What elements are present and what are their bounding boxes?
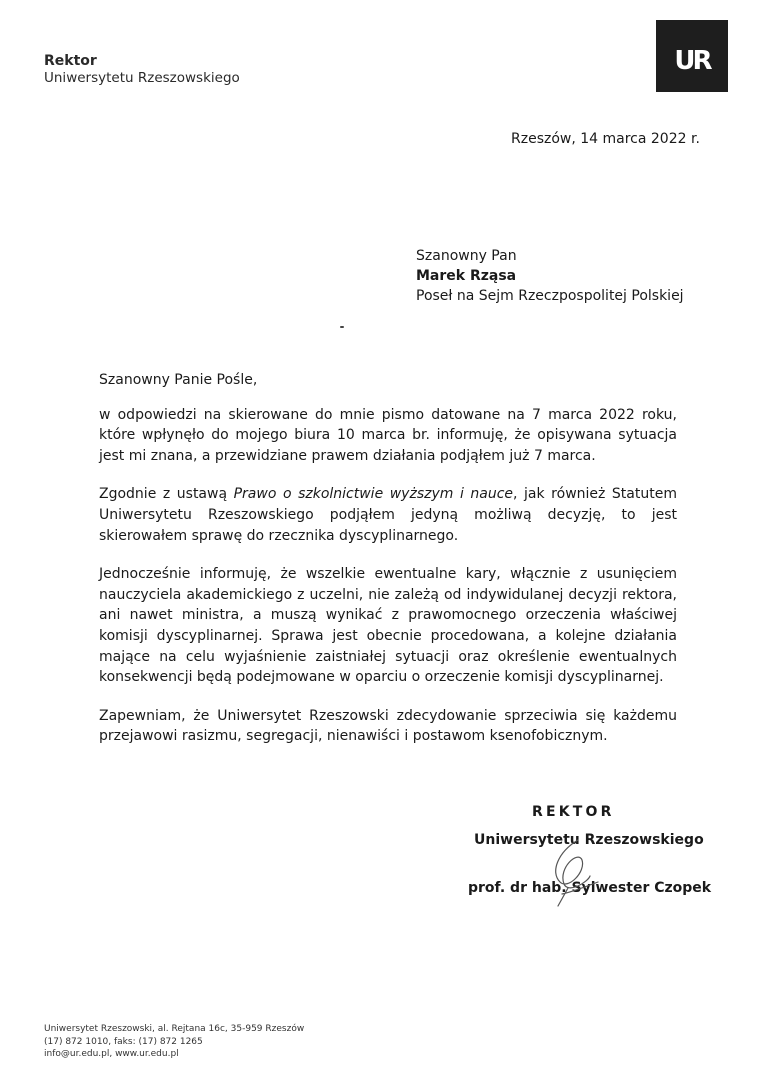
logo-text: UR: [674, 46, 710, 76]
recipient-name: Marek Rząsa: [416, 268, 517, 284]
footer-web: info@ur.edu.pl, www.ur.edu.pl: [44, 1049, 179, 1059]
signature-rank: REKTOR: [532, 804, 615, 820]
footer-address: Uniwersytet Rzeszowski, al. Rejtana 16c, 35-959 Rzeszów: [44, 1024, 305, 1034]
signature-university: Uniwersytetu Rzeszowskiego: [474, 832, 704, 848]
law-title: Prawo o szkolnictwie wyższym i nauce: [233, 486, 514, 503]
scan-mark: [340, 326, 344, 328]
footer-contact: [44, 1023, 304, 1061]
paragraph-2: [99, 484, 677, 546]
recipient-greeting: Szanowny Pan: [416, 248, 517, 264]
letterhead-title: Rektor: [44, 53, 97, 69]
paragraph-2-start: Zgodnie z ustawą: [99, 486, 234, 503]
signature-name: prof. dr hab. Sylwester Czopek: [468, 880, 712, 896]
handwritten-signature: [538, 832, 608, 912]
paragraph-4: Zapewniam, że Uniwersytet Rzeszowski zdecydowanie sprzeciwia się każdemu przejawowi rasizmu, segregacji, nienawiści i postawom ksenofobicznym.: [99, 707, 677, 745]
salutation: Szanowny Panie Pośle,: [99, 372, 258, 388]
paragraph-1: w odpowiedzi na skierowane do mnie pismo datowane na 7 marca 2022 roku, które wpłynęło do mojego biura 10 marca br. informuję, że opisywana sytuacja jest mi znana, a przewidziane prawem działania podjąłem już 7 marca.: [99, 406, 677, 464]
letter-body: [99, 370, 677, 765]
recipient-block: [416, 246, 684, 306]
paragraph-3: Jednocześnie informuję, że wszelkie ewentualne kary, włącznie z usunięciem nauczyciela akademickiego z uczelni, nie zależą od indywidulanej decyzji rektora, ani nawet ministra, a muszą wynikać z prawomocnego orzeczenia właściwej komisji dyscyplinarnej. Sprawa jest obecnie procedowana, a kolejne działania mające na celu wyjaśnienie zaistniałej sytuacji oraz określenie ewentualnych konsekwencji będą podejmowane w oparciu o orzeczenie komisji dyscyplinarnej.: [99, 566, 677, 686]
recipient-position: Poseł na Sejm Rzeczpospolitej Polskiej: [416, 288, 684, 304]
letter-date: Rzeszów, 14 marca 2022 r.: [511, 131, 700, 147]
university-logo: [656, 20, 728, 92]
footer-phone: (17) 872 1010, faks: (17) 872 1265: [44, 1036, 203, 1047]
letterhead-subtitle: Uniwersytetu Rzeszowskiego: [44, 70, 240, 86]
paragraph-2-end: , jak również Statutem Uniwersytetu Rzeszowskiego podjąłem jedyną możliwą decyzję, to jest skierowałem sprawę do rzecznika dyscyplinarnego.: [99, 486, 677, 544]
